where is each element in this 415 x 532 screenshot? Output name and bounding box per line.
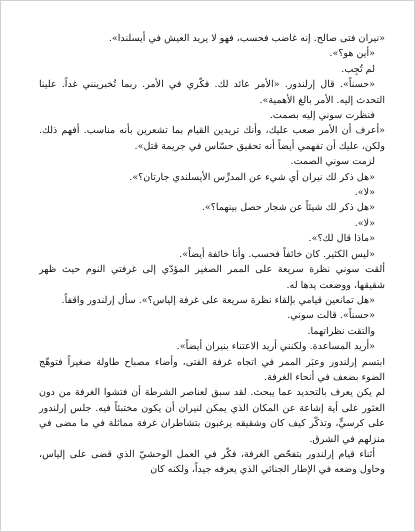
- paragraph: «هل ذكر لك نيران أي شيء عن المدرِّس الأيسلندي جارتان؟».: [129, 171, 375, 183]
- paragraph: «نيران فتى صالح. إنه غاضب فحسب، فهو لا يريد العيش في أيسلندا».: [108, 33, 385, 44]
- paragraph: والتقت نظراتهما.: [307, 325, 375, 337]
- paragraph: «حسناً». قالت سوني.: [287, 310, 375, 322]
- paragraph: «ليس الكثير. كان خائفاً فحسب. وأنا خائفة أيضاً».: [179, 248, 375, 260]
- paragraph: «لا».: [354, 217, 375, 229]
- paragraph: «أريد المساعدة. ولكنني أريد الاعتناء بنيران أيضاً».: [176, 341, 375, 353]
- paragraph: «لا».: [354, 187, 375, 199]
- paragraph: فنظرت سوني إليه بصمت.: [269, 110, 375, 122]
- paragraph: «أعرف أن الأمر صعب عليك، وأنك تريدين القيام بما تشعرين بأنه مناسب. أفهم ذلك. ولكن، عليك أن تفهمي أيضاً أنه تحقيق حسّاس في جريمة قتل».: [39, 125, 385, 152]
- paragraph: لم يكن يعرف بالتحديد عما يبحث. لقد سبق لعناصر الشرطة أن فتشوا الغرفة من دون العثور على أية إشاعة عن المكان الذي يمكن لنيران أن يكون مختبئاً فيه. جلس إرلندور على كرسيٍّ، وتذكّر كيف كان وشقيقه يرغبون بتشاطران غرفة مماثلة في ما مضى في منزلهم في الشرق.: [39, 387, 385, 445]
- paragraph: «أين هو؟».: [329, 48, 375, 60]
- paragraph: «حسناً». قال إرلندور. «الأمر عائد لك. فكّري في الأمر. ربما تُخبرينني غداً. علينا التحدث إليه. الأمر بالغ الأهمية».: [39, 79, 385, 106]
- paragraph: «هل ذكر لك شيئاً عن شجار حصل بينهما؟».: [201, 202, 375, 214]
- paragraph: «ماذا قال لك؟».: [308, 233, 375, 245]
- paragraph: لزمت سوني الصمت.: [290, 156, 375, 168]
- paragraph: «هل تمانعين قيامي بإلقاء نظرة سريعة على غرفة إلياس؟». سأل إرلندور واقفاً.: [61, 294, 375, 306]
- paragraph: لم تُجِب.: [341, 63, 375, 75]
- page-text: [39, 31, 385, 478]
- paragraph: ألقت سوني نظرة سريعة على الممر الصغير المؤدّي إلى غرفتي النوم حيث ظهر شقيقها، ووضعت يدها له.: [39, 264, 385, 291]
- paragraph: ابتسم إرلندور وعبَر الممر في اتجاه غرفة الفتى، وأضاء مصباح طاولة صغيراً فتوهّج الضوء بضعف في أنحاء الغرفة.: [39, 356, 385, 383]
- paragraph: أثناء قيام إرلندور بتفحّص الغرفة، فكّر في العمل الوحشيّ الذي قضى على إلياس، وحاول وضعه في الإطار الجنائي الذي يعرفه جيداً، ولكنه كان: [39, 448, 385, 476]
